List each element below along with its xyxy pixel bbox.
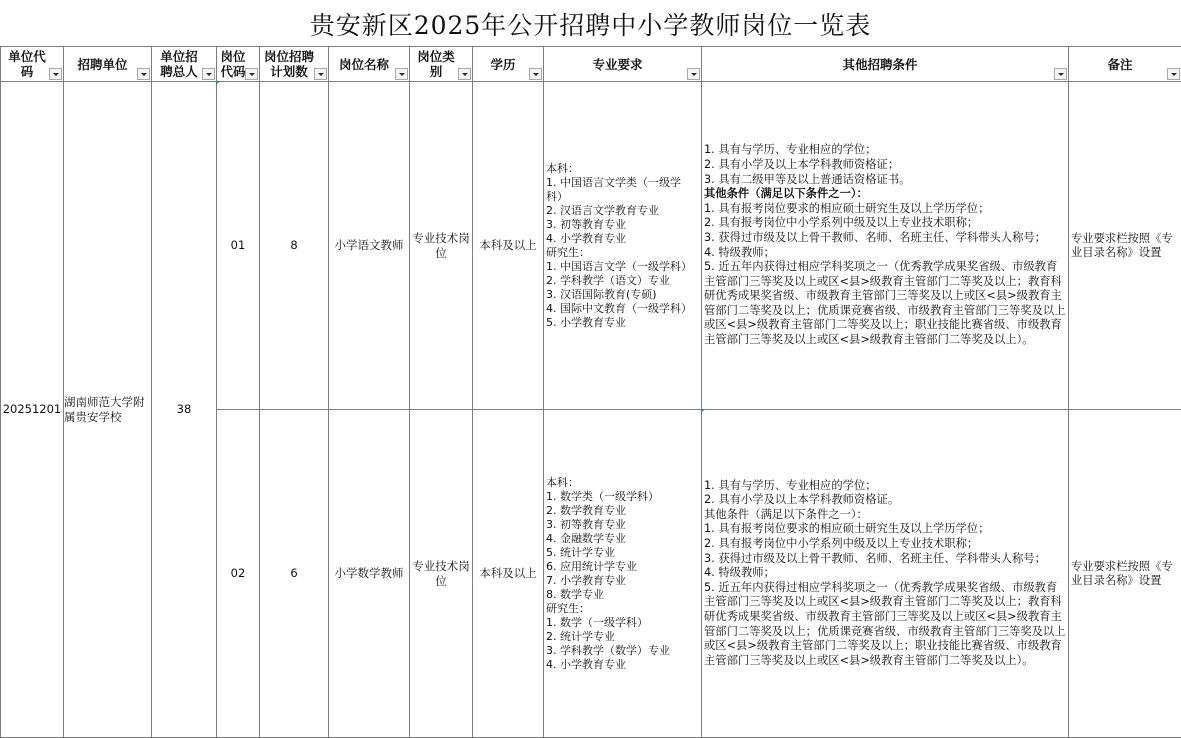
header-row	[1, 47, 1181, 82]
plan-cell[interactable]: 6	[260, 410, 329, 738]
post-name-cell[interactable]: 小学数学教师	[329, 410, 410, 738]
major-list: 本科： 1. 中国语言文学类（一级学科） 2. 汉语言文学教育专业 3. 初等教育专业 4. 小学教育专业 研究生： 1. 中国语言文学（一级学科） 2. 学科教学（语文）专业 3. 汉语国际教育(专硕) 4. 国际中文教育（一级学科） 5. 小学教育专业	[544, 162, 701, 330]
header-cell-post-name[interactable]: 岗位名称	[329, 47, 410, 82]
header-cell-unit-name[interactable]: 招聘单位	[64, 47, 152, 82]
cell-comment-marker	[216, 81, 220, 85]
cell-comment-marker	[701, 409, 705, 413]
plan-cell[interactable]: 8	[260, 82, 329, 410]
filter-dropdown-icon[interactable]	[1054, 68, 1067, 80]
positions-table	[0, 46, 1181, 738]
note-cell[interactable]: 专业要求栏按照《专业目录名称》设置	[1069, 410, 1181, 738]
filter-dropdown-icon[interactable]	[202, 68, 215, 80]
header-cell-note[interactable]: 备注	[1069, 47, 1181, 82]
major-cell[interactable]	[544, 410, 702, 738]
education-cell[interactable]: 本科及以上	[473, 410, 544, 738]
unit-total-cell[interactable]: 38	[152, 82, 217, 738]
filter-dropdown-icon[interactable]	[49, 68, 62, 80]
header-cell-category[interactable]: 岗位类 别	[410, 47, 473, 82]
major-list: 本科： 1. 数学类（一级学科） 2. 数学教育专业 3. 初等教育专业 4. 金融数学专业 5. 统计学专业 6. 应用统计学专业 7. 小学教育专业 8. 数学专业 研究生： 1. 数学（一级学科） 2. 统计学专业 3. 学科教学（数学）专业 4. 小学教育专业	[544, 476, 701, 672]
post-code-cell[interactable]: 01	[217, 82, 260, 410]
table-row	[1, 82, 1181, 410]
filter-dropdown-icon[interactable]	[458, 68, 471, 80]
unit-name-cell[interactable]: 湖南师范大学附属贵安学校	[64, 82, 152, 738]
education-cell[interactable]: 本科及以上	[473, 82, 544, 410]
category-cell[interactable]: 专业技术岗位	[410, 82, 473, 410]
unit-code-cell[interactable]: 20251201	[1, 82, 64, 738]
page-title: 贵安新区2025年公开招聘中小学教师岗位一览表	[0, 6, 1181, 42]
filter-dropdown-icon[interactable]	[314, 68, 327, 80]
title-row[interactable]	[0, 0, 1181, 47]
conditions-cell[interactable]	[702, 82, 1069, 410]
conditions-basic: 1. 具有与学历、专业相应的学位； 2. 具有小学及以上本学科教师资格证； 3. 具有二级甲等及以上普通话资格证书。	[702, 143, 1068, 187]
filter-dropdown-icon[interactable]	[1167, 68, 1180, 80]
post-name-cell[interactable]: 小学语文教师	[329, 82, 410, 410]
major-cell[interactable]	[544, 82, 702, 410]
filter-dropdown-icon[interactable]	[529, 68, 542, 80]
conditions-other: 1. 具有报考岗位要求的相应硕士研究生及以上学历学位； 2. 具有报考岗位中小学系列中级及以上专业技术职称； 3. 获得过市级及以上骨干教师、名师、名班主任、学科带头人称号； 4. 特级教师； 5. 近五年内获得过相应学科奖项之一（优秀教学成果奖省级、市级教育主管部门三等奖及以上或区<县>级教育主管部门二等奖及以上；教育科研优秀成果奖省级、市级教育主管部门三等奖及以上或区<县>级教育主管部门二等奖及以上；优质课竞赛省级、市级教育主管部门三等奖及以上或区<县>级教育主管部门二等奖及以上；职业技能比赛省级、市级教育主管部门三等奖及以上或区<县>级教育主管部门二等奖及以上）。	[702, 202, 1068, 348]
filter-dropdown-icon[interactable]	[687, 68, 700, 80]
category-cell[interactable]: 专业技术岗位	[410, 410, 473, 738]
filter-dropdown-icon[interactable]	[395, 68, 408, 80]
note-cell[interactable]: 专业要求栏按照《专业目录名称》设置	[1069, 82, 1181, 410]
post-code-cell[interactable]: 02	[217, 410, 260, 738]
conditions-other-title: 其他条件（满足以下条件之一）：	[702, 508, 1068, 523]
header-cell-unit-total[interactable]: 单位招 聘总人	[152, 47, 217, 82]
conditions-cell[interactable]	[702, 410, 1069, 738]
conditions-other: 1. 具有报考岗位要求的相应硕士研究生及以上学历学位； 2. 具有报考岗位中小学系列中级及以上专业技术职称； 3. 获得过市级及以上骨干教师、名师、名班主任、学科带头人称号； 4. 特级教师； 5. 近五年内获得过相应学科奖项之一（优秀教学成果奖省级、市级教育主管部门三等奖及以上或区<县>级教育主管部门二等奖及以上；教育科研优秀成果奖省级、市级教育主管部门三等奖及以上或区<县>级教育主管部门二等奖及以上；优质课竞赛省级、市级教育主管部门三等奖及以上或区<县>级教育主管部门二等奖及以上；职业技能比赛省级、市级教育主管部门三等奖及以上或区<县>级教育主管部门二等奖及以上）。	[702, 522, 1068, 668]
header-cell-plan[interactable]: 岗位招聘 计划数	[260, 47, 329, 82]
header-cell-conditions[interactable]: 其他招聘条件	[702, 47, 1069, 82]
filter-dropdown-icon[interactable]	[245, 68, 258, 80]
header-cell-major[interactable]: 专业要求	[544, 47, 702, 82]
conditions-other-title: 其他条件（满足以下条件之一）：	[702, 187, 1068, 202]
header-cell-education[interactable]: 学历	[473, 47, 544, 82]
header-cell-unit-code[interactable]: 单位代 码	[1, 47, 64, 82]
filter-dropdown-icon[interactable]	[137, 68, 150, 80]
header-cell-post-code[interactable]: 岗位 代码	[217, 47, 260, 82]
conditions-basic: 1. 具有与学历、专业相应的学位； 2. 具有小学及以上本学科教师资格证。	[702, 479, 1068, 508]
